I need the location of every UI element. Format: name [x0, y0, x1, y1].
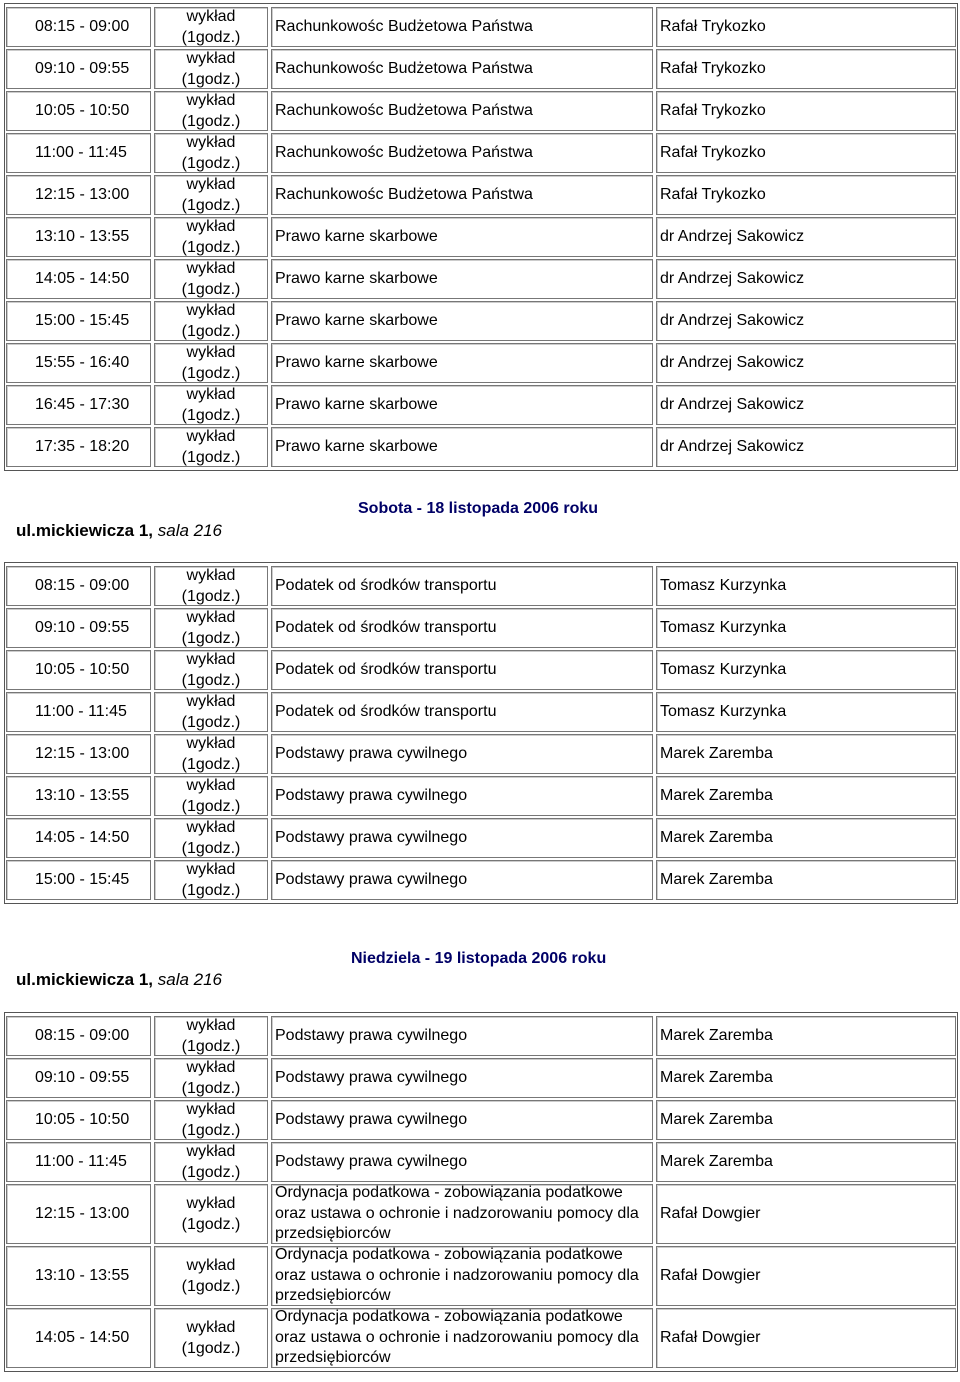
teacher-cell: Rafał Trykozko [656, 133, 956, 173]
subject-cell: Prawo karne skarbowe [271, 427, 653, 467]
schedule-row [6, 1246, 956, 1306]
teacher-cell: Rafał Trykozko [656, 7, 956, 47]
time-cell: 08:15 - 09:00 [6, 7, 151, 47]
time-cell: 12:15 - 13:00 [6, 1184, 151, 1244]
class-hours: (1godz.) [181, 197, 241, 214]
class-type: wykład [186, 302, 236, 319]
class-type: wykład [186, 1257, 236, 1274]
time-cell: 09:10 - 09:55 [6, 608, 151, 648]
subject-cell: Rachunkowośc Budżetowa Państwa [271, 133, 653, 173]
schedule-row [6, 818, 956, 858]
schedule-row [6, 259, 956, 299]
class-type: wykład [186, 428, 236, 445]
subject-cell: Podatek od środków transportu [271, 650, 653, 690]
class-hours: (1godz.) [181, 714, 241, 731]
class-hours: (1godz.) [181, 756, 241, 773]
class-type-cell [154, 301, 268, 341]
teacher-cell: Marek Zaremba [656, 734, 956, 774]
class-type: wykład [186, 777, 236, 794]
teacher-cell: dr Andrzej Sakowicz [656, 427, 956, 467]
class-hours: (1godz.) [181, 1216, 241, 1233]
subject-cell: Prawo karne skarbowe [271, 301, 653, 341]
class-hours: (1godz.) [181, 323, 241, 340]
class-hours: (1godz.) [181, 630, 241, 647]
teacher-cell: dr Andrzej Sakowicz [656, 217, 956, 257]
class-type-cell [154, 608, 268, 648]
class-type: wykład [186, 344, 236, 361]
teacher-cell: dr Andrzej Sakowicz [656, 259, 956, 299]
teacher-cell: Tomasz Kurzynka [656, 566, 956, 606]
class-hours: (1godz.) [181, 1080, 241, 1097]
schedule-table-1 [4, 3, 958, 471]
class-type-cell [154, 91, 268, 131]
class-hours: (1godz.) [181, 155, 241, 172]
class-hours: (1godz.) [181, 29, 241, 46]
class-hours: (1godz.) [181, 281, 241, 298]
time-cell: 11:00 - 11:45 [6, 133, 151, 173]
class-type-cell [154, 1308, 268, 1368]
class-type-cell [154, 259, 268, 299]
class-type-cell [154, 175, 268, 215]
class-hours: (1godz.) [181, 239, 241, 256]
schedule-row [6, 427, 956, 467]
class-type-cell [154, 427, 268, 467]
subject-cell: Rachunkowośc Budżetowa Państwa [271, 175, 653, 215]
teacher-cell: dr Andrzej Sakowicz [656, 301, 956, 341]
time-cell: 17:35 - 18:20 [6, 427, 151, 467]
class-type-cell [154, 818, 268, 858]
subject-cell: Podstawy prawa cywilnego [271, 1100, 653, 1140]
class-hours: (1godz.) [181, 449, 241, 466]
subject-cell: Podstawy prawa cywilnego [271, 1016, 653, 1056]
class-type: wykład [186, 1143, 236, 1160]
class-type: wykład [186, 1319, 236, 1336]
teacher-cell: Tomasz Kurzynka [656, 650, 956, 690]
time-cell: 16:45 - 17:30 [6, 385, 151, 425]
subject-cell: Rachunkowośc Budżetowa Państwa [271, 49, 653, 89]
class-type-cell [154, 1058, 268, 1098]
subject-cell: Rachunkowośc Budżetowa Państwa [271, 91, 653, 131]
schedule-row [6, 1100, 956, 1140]
subject-cell: Podstawy prawa cywilnego [271, 860, 653, 900]
time-cell: 08:15 - 09:00 [6, 566, 151, 606]
class-hours: (1godz.) [181, 407, 241, 424]
teacher-cell: Marek Zaremba [656, 818, 956, 858]
class-hours: (1godz.) [181, 588, 241, 605]
class-type: wykład [186, 134, 236, 151]
class-type-cell [154, 734, 268, 774]
class-type: wykład [186, 176, 236, 193]
time-cell: 10:05 - 10:50 [6, 91, 151, 131]
time-cell: 12:15 - 13:00 [6, 175, 151, 215]
teacher-cell: Marek Zaremba [656, 1058, 956, 1098]
schedule-row [6, 91, 956, 131]
teacher-cell: Rafał Dowgier [656, 1246, 956, 1306]
day-heading-saturday: Sobota - 18 listopada 2006 roku [358, 500, 599, 517]
schedule-row [6, 7, 956, 47]
class-hours: (1godz.) [181, 798, 241, 815]
schedule-table-3 [4, 1012, 958, 1372]
teacher-cell: Rafał Trykozko [656, 91, 956, 131]
time-cell: 08:15 - 09:00 [6, 1016, 151, 1056]
class-type-cell [154, 343, 268, 383]
class-type: wykład [186, 8, 236, 25]
class-type: wykład [186, 92, 236, 109]
class-hours: (1godz.) [181, 71, 241, 88]
subject-cell: Prawo karne skarbowe [271, 385, 653, 425]
teacher-cell: Marek Zaremba [656, 776, 956, 816]
class-type-cell [154, 217, 268, 257]
schedule-row [6, 692, 956, 732]
class-type-cell [154, 49, 268, 89]
class-type-cell [154, 133, 268, 173]
subject-cell: Podatek od środków transportu [271, 566, 653, 606]
schedule-row [6, 860, 956, 900]
teacher-cell: Marek Zaremba [656, 860, 956, 900]
schedule-row [6, 650, 956, 690]
subject-cell: Ordynacja podatkowa - zobowiązania podatkowe oraz ustawa o ochronie i nadzorowaniu pomocy dla przedsiębiorców [271, 1308, 653, 1368]
class-hours: (1godz.) [181, 1122, 241, 1139]
subject-cell: Podstawy prawa cywilnego [271, 1058, 653, 1098]
class-hours: (1godz.) [181, 365, 241, 382]
time-cell: 15:00 - 15:45 [6, 301, 151, 341]
time-cell: 09:10 - 09:55 [6, 1058, 151, 1098]
class-type-cell [154, 1142, 268, 1182]
teacher-cell: Tomasz Kurzynka [656, 692, 956, 732]
class-hours: (1godz.) [181, 1164, 241, 1181]
time-cell: 13:10 - 13:55 [6, 217, 151, 257]
time-cell: 10:05 - 10:50 [6, 650, 151, 690]
subject-cell: Podstawy prawa cywilnego [271, 1142, 653, 1182]
class-type: wykład [186, 609, 236, 626]
subject-cell: Rachunkowośc Budżetowa Państwa [271, 7, 653, 47]
schedule-row [6, 1058, 956, 1098]
subject-cell: Ordynacja podatkowa - zobowiązania podatkowe oraz ustawa o ochronie i nadzorowaniu pomocy dla przedsiębiorców [271, 1246, 653, 1306]
class-hours: (1godz.) [181, 672, 241, 689]
teacher-cell: Rafał Trykozko [656, 49, 956, 89]
schedule-row [6, 608, 956, 648]
subject-cell: Prawo karne skarbowe [271, 217, 653, 257]
schedule-row [6, 217, 956, 257]
subject-cell: Prawo karne skarbowe [271, 343, 653, 383]
class-type: wykład [186, 819, 236, 836]
class-type-cell [154, 692, 268, 732]
class-type: wykład [186, 567, 236, 584]
teacher-cell: dr Andrzej Sakowicz [656, 343, 956, 383]
subject-cell: Ordynacja podatkowa - zobowiązania podatkowe oraz ustawa o ochronie i nadzorowaniu pomocy dla przedsiębiorców [271, 1184, 653, 1244]
schedule-row [6, 343, 956, 383]
class-type: wykład [186, 1101, 236, 1118]
subject-cell: Podstawy prawa cywilnego [271, 734, 653, 774]
time-cell: 11:00 - 11:45 [6, 692, 151, 732]
schedule-row [6, 301, 956, 341]
class-type-cell [154, 7, 268, 47]
class-type: wykład [186, 260, 236, 277]
schedule-row [6, 734, 956, 774]
class-type: wykład [186, 651, 236, 668]
class-hours: (1godz.) [181, 1340, 241, 1357]
class-type-cell [154, 1100, 268, 1140]
schedule-row [6, 385, 956, 425]
class-type-cell [154, 650, 268, 690]
schedule-row [6, 49, 956, 89]
schedule-row [6, 1184, 956, 1244]
venue-street: ul.mickiewicza 1, [16, 970, 154, 989]
schedule-row [6, 1308, 956, 1368]
class-type-cell [154, 1016, 268, 1056]
class-type: wykład [186, 1059, 236, 1076]
venue-label [16, 521, 222, 541]
teacher-cell: dr Andrzej Sakowicz [656, 385, 956, 425]
class-hours: (1godz.) [181, 1038, 241, 1055]
class-hours: (1godz.) [181, 882, 241, 899]
class-type: wykład [186, 50, 236, 67]
time-cell: 11:00 - 11:45 [6, 1142, 151, 1182]
subject-cell: Podatek od środków transportu [271, 692, 653, 732]
schedule-table-2 [4, 562, 958, 904]
teacher-cell: Rafał Trykozko [656, 175, 956, 215]
class-type-cell [154, 1246, 268, 1306]
class-type-cell [154, 860, 268, 900]
class-hours: (1godz.) [181, 113, 241, 130]
class-type-cell [154, 1184, 268, 1244]
venue-street: ul.mickiewicza 1, [16, 521, 154, 540]
schedule-row [6, 175, 956, 215]
time-cell: 14:05 - 14:50 [6, 1308, 151, 1368]
class-type-cell [154, 385, 268, 425]
teacher-cell: Marek Zaremba [656, 1142, 956, 1182]
time-cell: 14:05 - 14:50 [6, 259, 151, 299]
class-hours: (1godz.) [181, 840, 241, 857]
class-type: wykład [186, 861, 236, 878]
class-hours: (1godz.) [181, 1278, 241, 1295]
schedule-row [6, 1016, 956, 1056]
time-cell: 09:10 - 09:55 [6, 49, 151, 89]
teacher-cell: Marek Zaremba [656, 1016, 956, 1056]
subject-cell: Podstawy prawa cywilnego [271, 818, 653, 858]
class-type-cell [154, 566, 268, 606]
class-type: wykład [186, 386, 236, 403]
class-type: wykład [186, 693, 236, 710]
time-cell: 13:10 - 13:55 [6, 776, 151, 816]
subject-cell: Prawo karne skarbowe [271, 259, 653, 299]
subject-cell: Podatek od środków transportu [271, 608, 653, 648]
schedule-row [6, 566, 956, 606]
time-cell: 12:15 - 13:00 [6, 734, 151, 774]
time-cell: 13:10 - 13:55 [6, 1246, 151, 1306]
venue-room: sala 216 [153, 521, 223, 540]
teacher-cell: Rafał Dowgier [656, 1184, 956, 1244]
class-type-cell [154, 776, 268, 816]
time-cell: 15:55 - 16:40 [6, 343, 151, 383]
class-type: wykład [186, 1017, 236, 1034]
schedule-row [6, 1142, 956, 1182]
teacher-cell: Marek Zaremba [656, 1100, 956, 1140]
venue-room: sala 216 [153, 970, 223, 989]
day-heading-sunday: Niedziela - 19 listopada 2006 roku [351, 950, 607, 967]
time-cell: 10:05 - 10:50 [6, 1100, 151, 1140]
venue-label [16, 970, 222, 990]
schedule-row [6, 133, 956, 173]
schedule-row [6, 776, 956, 816]
class-type: wykład [186, 735, 236, 752]
teacher-cell: Rafał Dowgier [656, 1308, 956, 1368]
class-type: wykład [186, 218, 236, 235]
teacher-cell: Tomasz Kurzynka [656, 608, 956, 648]
subject-cell: Podstawy prawa cywilnego [271, 776, 653, 816]
time-cell: 15:00 - 15:45 [6, 860, 151, 900]
time-cell: 14:05 - 14:50 [6, 818, 151, 858]
class-type: wykład [186, 1195, 236, 1212]
